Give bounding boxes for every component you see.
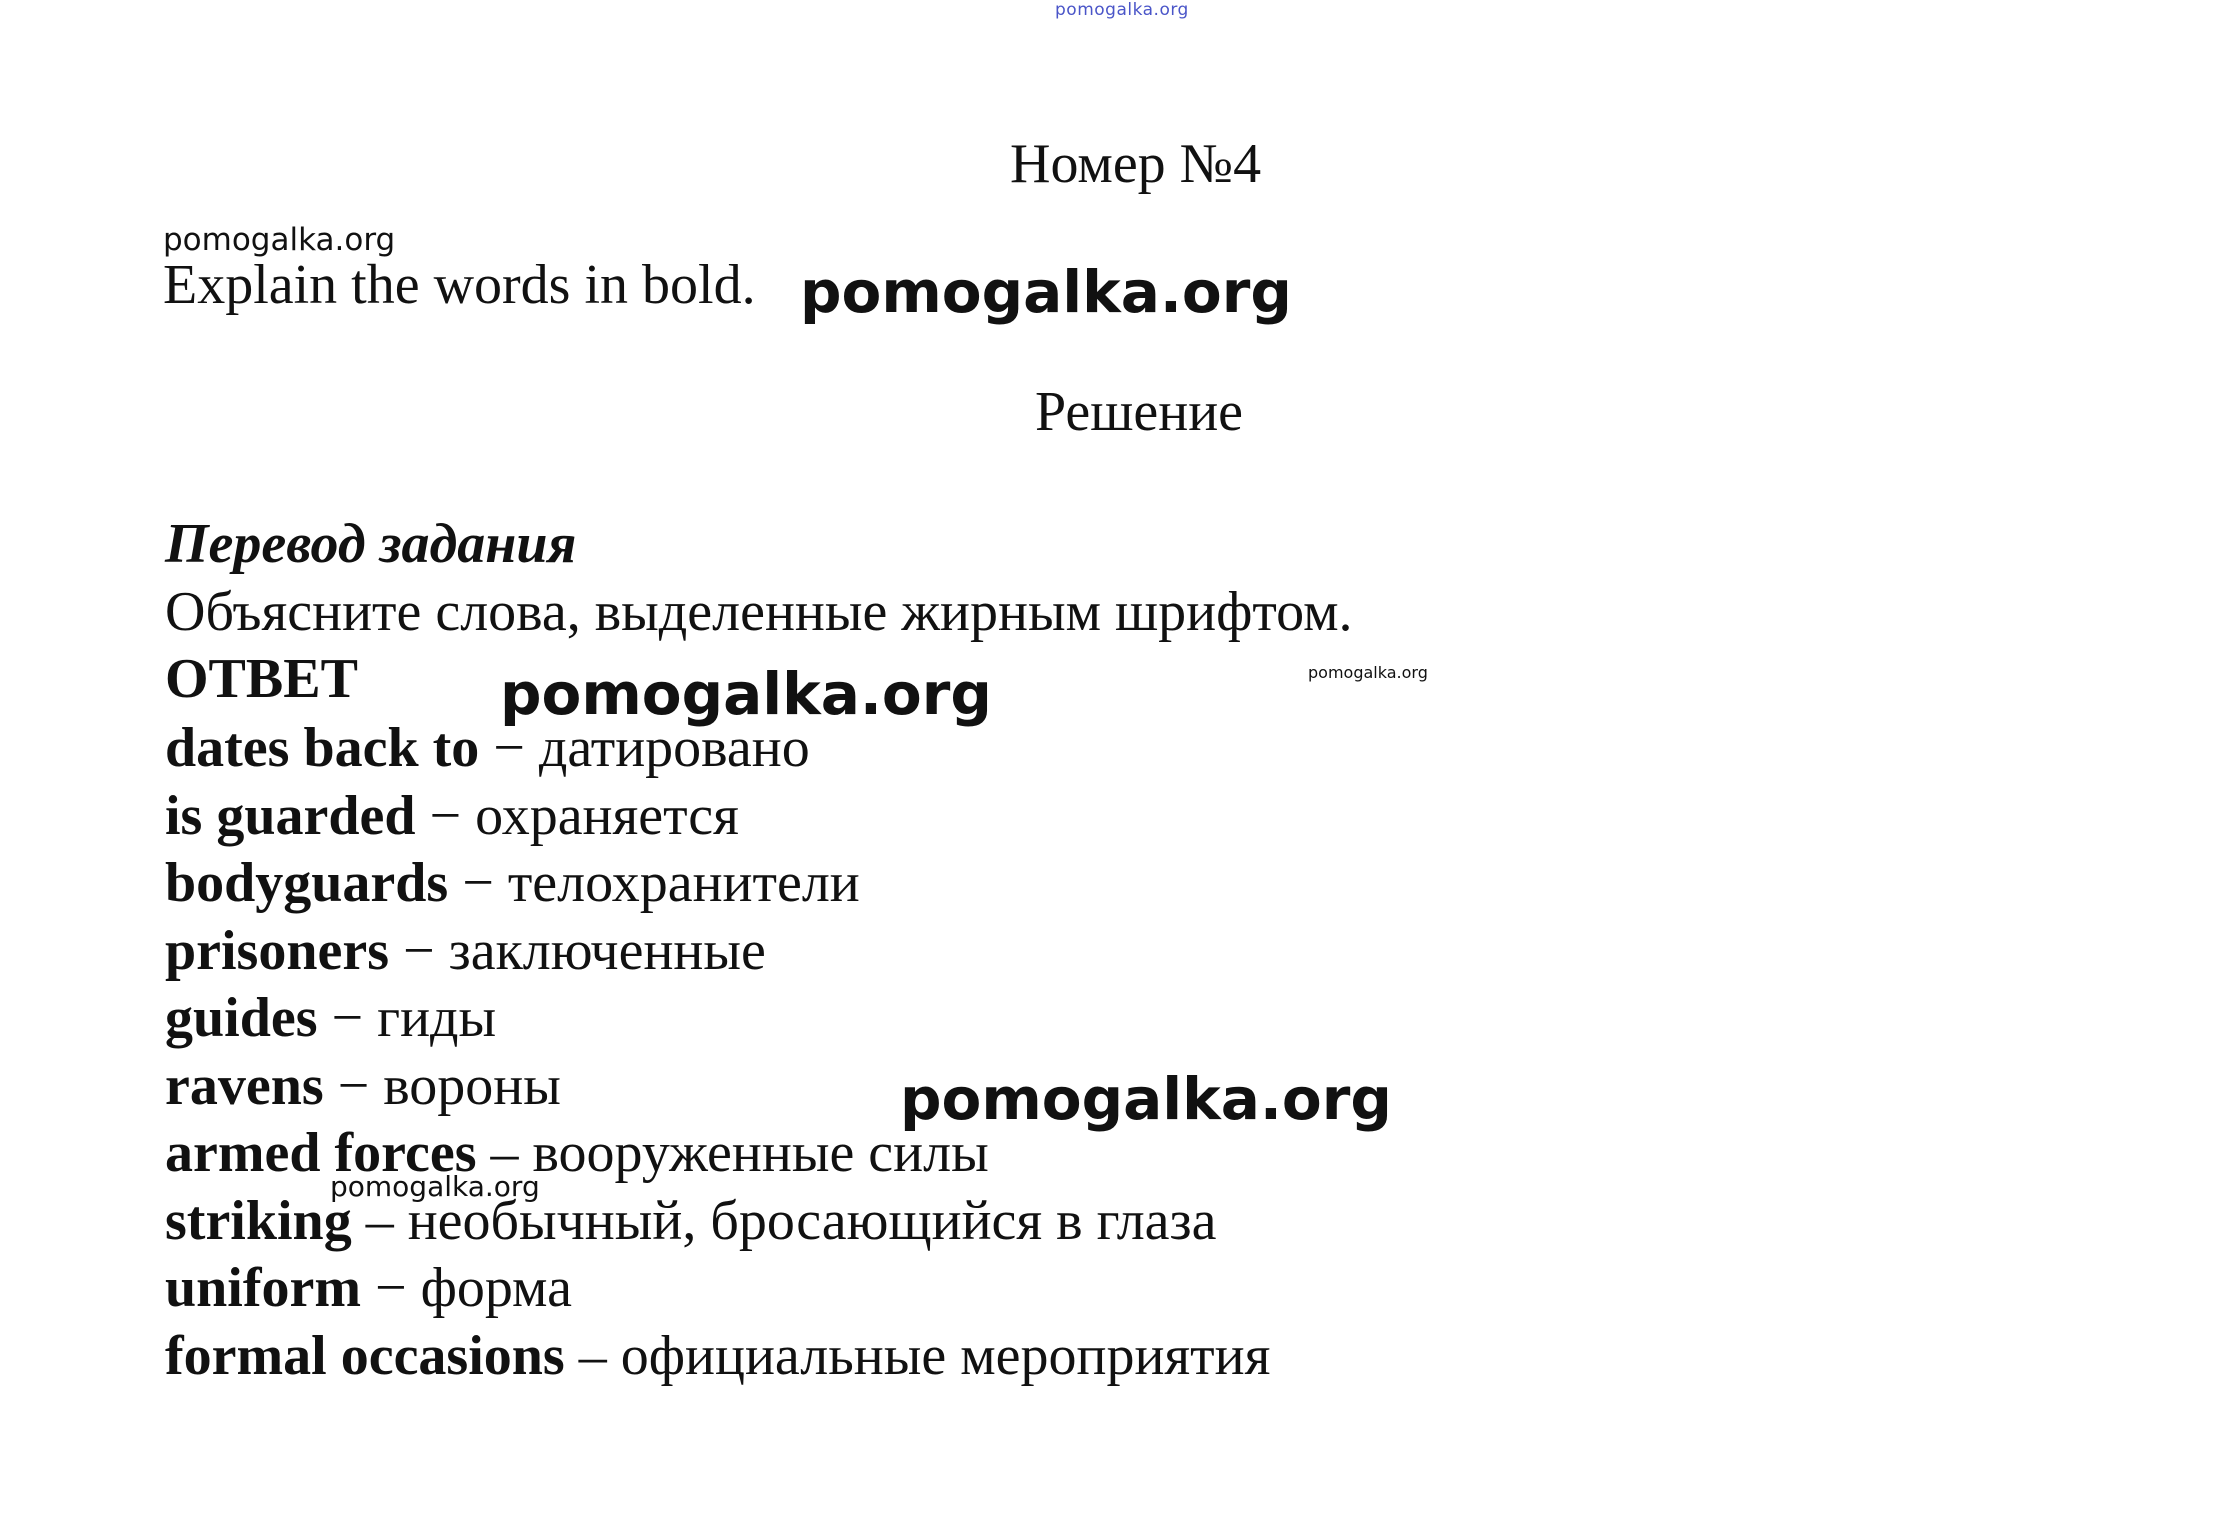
answer-separator: − bbox=[323, 1054, 384, 1117]
answer-separator: – bbox=[476, 1122, 533, 1184]
task-text: Explain the words in bold. bbox=[163, 254, 756, 316]
watermark-small: pomogalka.org bbox=[163, 222, 396, 258]
watermark-large: pomogalka.org bbox=[800, 258, 1292, 326]
answer-meaning: охраняется bbox=[475, 784, 739, 847]
answer-heading: ОТВЕТ bbox=[165, 648, 358, 710]
answer-meaning: гиды bbox=[377, 987, 497, 1049]
answer-separator: − bbox=[479, 717, 539, 779]
answer-term: armed forces bbox=[165, 1122, 477, 1184]
watermark-large: pomogalka.org bbox=[500, 660, 992, 728]
answer-separator: − bbox=[361, 1257, 421, 1319]
answer-meaning: необычный, бросающийся в глаза bbox=[407, 1189, 1217, 1252]
page-title: Номер №4 bbox=[1010, 133, 1262, 195]
answer-term: striking bbox=[165, 1189, 352, 1252]
answer-meaning: заключенные bbox=[448, 919, 766, 982]
answer-term: uniform bbox=[165, 1257, 361, 1319]
answer-meaning: вооруженные силы bbox=[532, 1122, 989, 1184]
answer-item bbox=[165, 1323, 1270, 1391]
watermark-large: pomogalka.org bbox=[900, 1065, 1392, 1133]
answer-term: formal occasions bbox=[165, 1324, 565, 1387]
answer-separator: − bbox=[317, 987, 378, 1049]
answer-term: is guarded bbox=[165, 784, 416, 847]
answer-term: dates back to bbox=[165, 717, 480, 779]
answer-list bbox=[165, 715, 1270, 1390]
answer-term: ravens bbox=[165, 1054, 324, 1117]
answer-term: bodyguards bbox=[165, 852, 449, 914]
answer-separator: − bbox=[415, 784, 476, 847]
watermark-top: pomogalka.org bbox=[1055, 0, 1189, 20]
watermark-small: pomogalka.org bbox=[330, 1170, 540, 1203]
answer-term: prisoners bbox=[165, 919, 389, 982]
answer-meaning: официальные мероприятия bbox=[620, 1324, 1271, 1387]
answer-meaning: датировано bbox=[538, 717, 810, 779]
answer-term: guides bbox=[165, 987, 318, 1049]
watermark-tiny: pomogalka.org bbox=[1308, 663, 1428, 682]
answer-separator: – bbox=[351, 1189, 408, 1252]
answer-item bbox=[165, 850, 1270, 918]
answer-item bbox=[165, 918, 1270, 986]
answer-meaning: вороны bbox=[383, 1054, 561, 1117]
answer-item bbox=[165, 985, 1270, 1053]
translation-text: Объясните слова, выделенные жирным шрифтом. bbox=[165, 581, 1353, 643]
answer-separator: – bbox=[564, 1324, 621, 1387]
answer-meaning: форма bbox=[420, 1257, 572, 1319]
solution-heading: Решение bbox=[1035, 381, 1244, 443]
answer-item bbox=[165, 783, 1270, 851]
translation-heading: Перевод задания bbox=[165, 513, 577, 575]
answer-meaning: телохранители bbox=[507, 852, 860, 914]
answer-separator: − bbox=[448, 852, 508, 914]
answer-separator: − bbox=[389, 919, 449, 982]
answer-item bbox=[165, 1255, 1270, 1323]
